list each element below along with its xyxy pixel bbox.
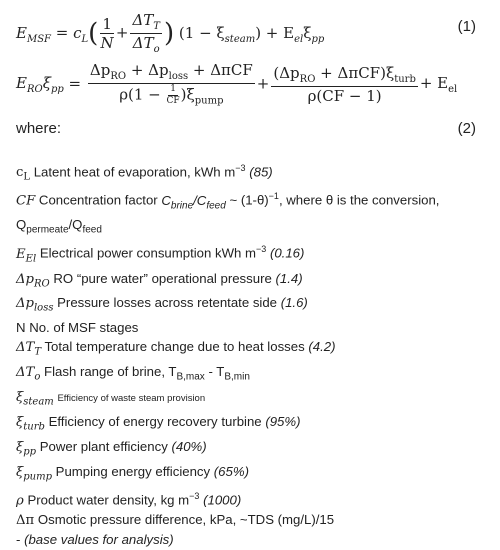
- eq2-plus: +: [256, 74, 270, 93]
- eq2-number: (2): [457, 120, 476, 137]
- eq1-frac-dt: $\frac{\Delta T_T}{\Delta T_o}$: [132, 11, 160, 55]
- equation-ro: [16, 62, 476, 107]
- eq1-latent-symbol: $c_L$: [73, 23, 89, 45]
- def-pumping-efficiency: $\xi_{pump}$ Pumping energy efficiency (65%): [16, 463, 249, 483]
- def-latent-heat: $c_L$ Latent heat of evaporation, kWh $m^{-3}$ (85): [16, 163, 273, 184]
- eq1-number: (1): [457, 18, 476, 35]
- def-ro-pressure: $\Delta p_{RO}$ RO “pure water” operational pressure (1.4): [16, 270, 303, 290]
- eq2-frac-turb: $\frac{(\Delta p_{RO} + \Delta\pi CF)\xi_{turb}}{\rho(CF - 1)}$: [273, 63, 416, 105]
- equation-msf: [16, 12, 476, 55]
- def-turbine-efficiency: $\xi_{turb}$ Efficiency of energy recovery turbine (95%): [16, 413, 301, 433]
- eq1-lhs: $E_{MSF}$: [16, 23, 51, 45]
- def-temperature-change: $\Delta T_T$ Total temperature change due to heat losses (4.2): [16, 339, 336, 359]
- where-label: where:: [16, 120, 62, 137]
- eq1-plus: +: [115, 23, 129, 42]
- symbol-definitions: [16, 159, 478, 550]
- eq2-frac-pump: $\Delta p_{RO} + \Delta p_{loss} + \Delta\pi CF$ ρ(1 − $\frac{1}{CF}$ )$\xi_{pump}$: [89, 61, 253, 107]
- def-electrical-power: $E_{El}$ Electrical power consumption kWh $m^{-3}$ (0.16): [16, 244, 305, 265]
- eq2-tail: + $E_{el}$: [419, 74, 458, 96]
- eq1-frac-1-over-n: $\frac{1}{N}$: [100, 14, 114, 52]
- def-power-plant-efficiency: $\xi_{pp}$ Power plant efficiency (40%): [16, 438, 207, 458]
- def-steam-efficiency: $\xi_{steam}$ Efficiency of waste steam provision: [16, 390, 206, 408]
- def-pressure-losses: $\Delta p_{loss}$ Pressure losses across retentate side (1.6): [16, 295, 308, 315]
- def-water-density: ρ Product water density, kg $m^{-3}$ (1000): [16, 490, 242, 508]
- def-base-values-note: - (base values for analysis): [16, 532, 174, 548]
- def-msf-stages: N No. of MSF stages: [16, 320, 139, 336]
- eq1-open-paren: (: [88, 18, 99, 49]
- def-flash-range: $\Delta T_o$ Flash range of brine, $T_{B,max} - T_{B,min}$: [16, 364, 250, 383]
- eq1-close-paren: ): [163, 18, 175, 49]
- eq2-equals: =: [68, 74, 82, 93]
- eq2-lhs: $E_{RO}\xi_{pp}$: [16, 74, 64, 96]
- def-osmotic-pressure: Δπ Osmotic pressure difference, kPa, ~TDS (mg/L)/15: [16, 512, 335, 529]
- eq1-equals: =: [55, 23, 69, 42]
- eq1-tail: $(1 - \xi_{steam}) + E_{el}\xi_{pp}$: [178, 23, 325, 45]
- def-concentration-factor: CF Concentration factor $C_{brine}/C_{feed}$ ~ $(1-\theta)^{-1}$, where θ is the conversion, $Q_{permeate}/Q_{feed}$: [16, 191, 440, 237]
